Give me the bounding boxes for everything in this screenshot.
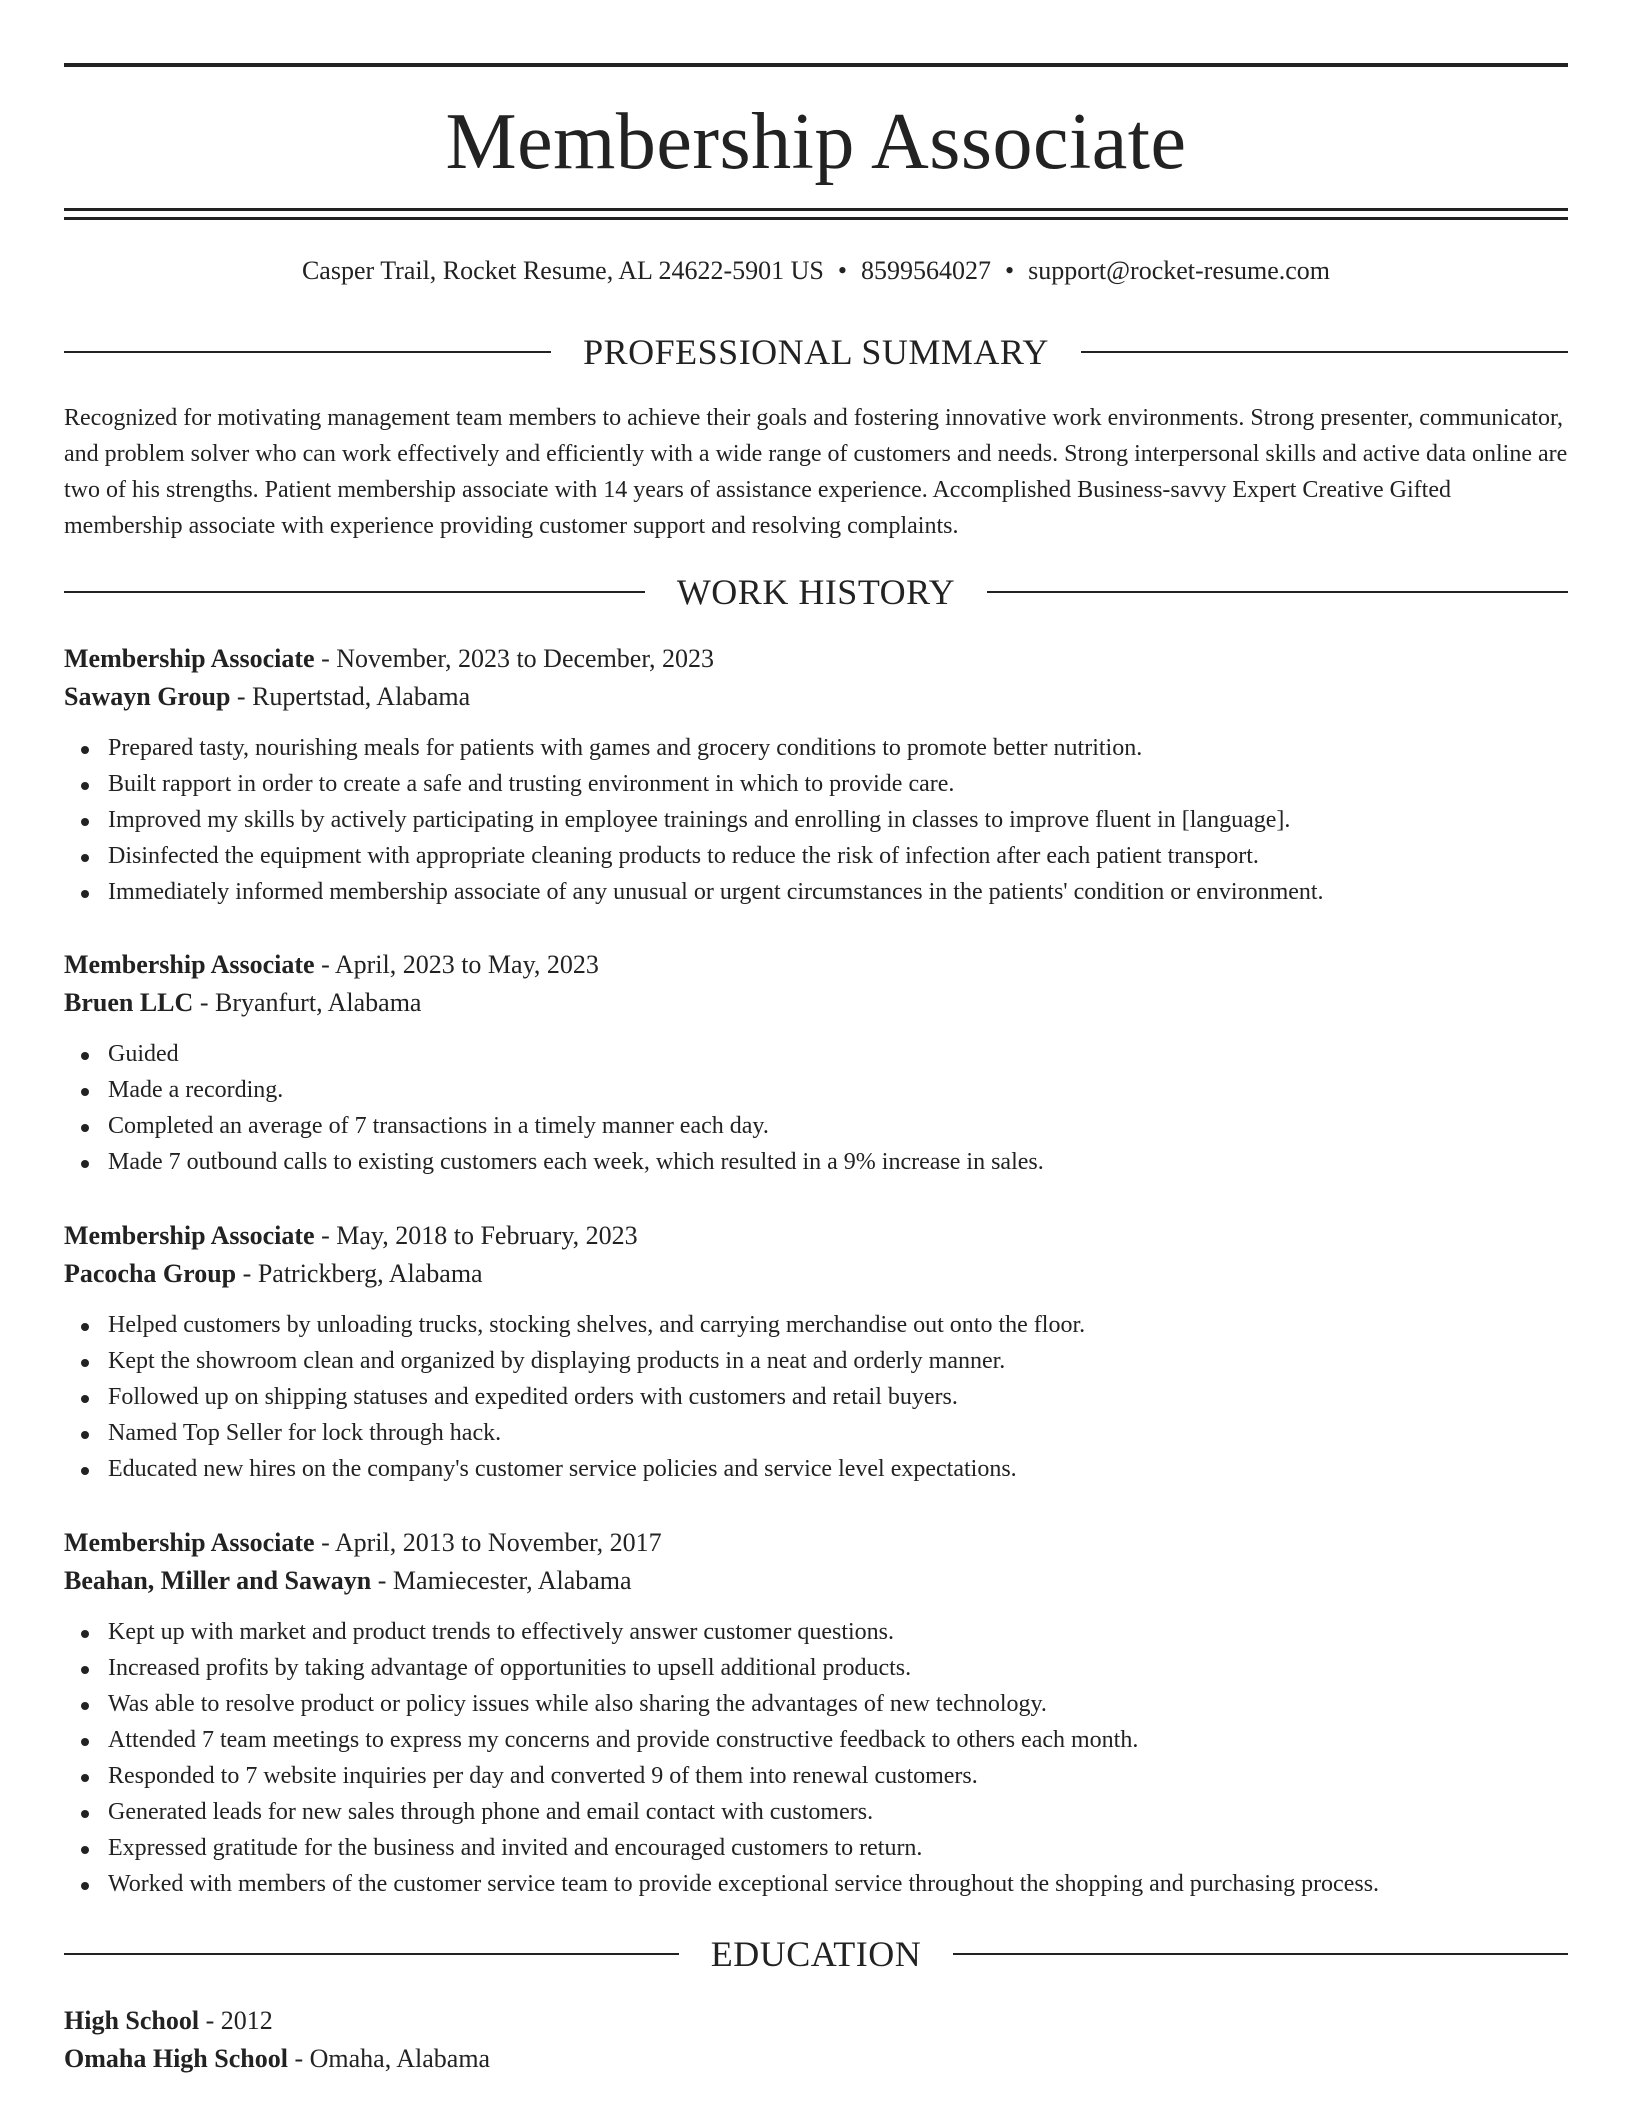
job-bullet: Generated leads for new sales through phone and email contact with customers.	[108, 1794, 1568, 1830]
job-title-line	[64, 1524, 1568, 1562]
job-dates: November, 2023 to December, 2023	[336, 644, 714, 673]
dash: -	[314, 1221, 337, 1250]
summary-section-header	[64, 330, 1568, 374]
dash: -	[314, 1528, 335, 1557]
job-entry	[64, 1217, 1568, 1487]
job-bullet: Kept up with market and product trends to effectively answer customer questions.	[108, 1614, 1568, 1650]
job-bullets	[64, 1036, 1568, 1180]
job-location: Bryanfurt, Alabama	[214, 988, 422, 1017]
contact-phone: 8599564027	[860, 256, 991, 285]
job-title-line	[64, 640, 1568, 678]
job-bullet: Made a recording.	[108, 1072, 1568, 1108]
job-bullets	[64, 1307, 1568, 1487]
job-bullet: Was able to resolve product or policy issues while also sharing the advantages of new technology.	[108, 1686, 1568, 1722]
dash: -	[314, 950, 335, 979]
contact-line	[64, 254, 1568, 288]
education-location: Omaha, Alabama	[309, 2044, 491, 2073]
job-bullets	[64, 1614, 1568, 1902]
dash: -	[236, 1259, 258, 1288]
contact-email: support@rocket-resume.com	[1028, 256, 1331, 285]
contact-address: Casper Trail, Rocket Resume, AL 24622-5901 US	[301, 256, 824, 285]
job-location: Mamiecester, Alabama	[392, 1566, 632, 1595]
job-bullet: Increased profits by taking advantage of opportunities to upsell additional products.	[108, 1650, 1568, 1686]
job-bullet: Worked with members of the customer service team to provide exceptional service throughout the shopping and purchasing process.	[108, 1866, 1568, 1902]
job-company: Beahan, Miller and Sawayn	[64, 1566, 372, 1595]
job-bullet: Expressed gratitude for the business and invited and encouraged customers to return.	[108, 1830, 1568, 1866]
education-entry	[64, 2002, 1568, 2078]
job-bullet: Educated new hires on the company's customer service policies and service level expectations.	[108, 1451, 1568, 1487]
resume-name: Membership Associate	[445, 98, 1187, 186]
contact-separator: •	[1004, 256, 1015, 285]
work-section-header	[64, 570, 1568, 614]
job-bullet: Followed up on shipping statuses and expedited orders with customers and retail buyers.	[108, 1379, 1568, 1415]
dash: -	[199, 2006, 221, 2035]
education-section-header	[64, 1932, 1568, 1976]
job-bullet: Responded to 7 website inquiries per day and converted 9 of them into renewal customers.	[108, 1758, 1568, 1794]
education-year: 2012	[220, 2006, 273, 2035]
job-bullet: Disinfected the equipment with appropriate cleaning products to reduce the risk of infection after each patient transport.	[108, 838, 1568, 874]
dash: -	[193, 988, 215, 1017]
job-company-line	[64, 678, 1568, 716]
header-top-rule	[64, 63, 1568, 67]
job-bullet: Attended 7 team meetings to express my concerns and provide constructive feedback to others each month.	[108, 1722, 1568, 1758]
dash: -	[287, 2044, 310, 2073]
section-rule-right	[1081, 351, 1568, 353]
job-entry	[64, 1524, 1568, 1902]
job-company: Sawayn Group	[64, 682, 231, 711]
job-bullet: Built rapport in order to create a safe and trusting environment in which to provide care.	[108, 766, 1568, 802]
section-rule-right	[987, 591, 1568, 593]
job-dates: May, 2018 to February, 2023	[336, 1221, 638, 1250]
dash: -	[230, 682, 253, 711]
section-rule-right	[953, 1953, 1568, 1955]
header-double-rule	[64, 208, 1568, 220]
section-title: EDUCATION	[710, 1934, 922, 1974]
education-school-line	[64, 2040, 1568, 2078]
dash: -	[314, 644, 337, 673]
job-bullet: Prepared tasty, nourishing meals for patients with games and grocery conditions to promote better nutrition.	[108, 730, 1568, 766]
section-rule-left	[64, 1953, 679, 1955]
job-bullet: Made 7 outbound calls to existing customers each week, which resulted in a 9% increase in sales.	[108, 1144, 1568, 1180]
job-entry	[64, 946, 1568, 1180]
dash: -	[371, 1566, 393, 1595]
job-bullet: Named Top Seller for lock through hack.	[108, 1415, 1568, 1451]
job-role: Membership Associate	[64, 644, 315, 673]
job-location: Patrickberg, Alabama	[257, 1259, 483, 1288]
job-bullet: Improved my skills by actively participating in employee trainings and enrolling in classes to improve fluent in [language].	[108, 802, 1568, 838]
job-company: Pacocha Group	[64, 1259, 237, 1288]
job-dates: April, 2013 to November, 2017	[334, 1528, 662, 1557]
job-role: Membership Associate	[64, 950, 315, 979]
job-bullets	[64, 730, 1568, 910]
job-bullet: Guided	[108, 1036, 1568, 1072]
job-role: Membership Associate	[64, 1221, 315, 1250]
job-title-line	[64, 946, 1568, 984]
job-bullet: Kept the showroom clean and organized by displaying products in a neat and orderly manner.	[108, 1343, 1568, 1379]
job-role: Membership Associate	[64, 1528, 315, 1557]
summary-text: Recognized for motivating management team members to achieve their goals and fostering innovative work environments. Strong presenter, communicator, and problem solver who can work effectively and efficiently with a wide range of customers and needs. Strong interpersonal skills and active data online are two of his strengths. Patient membership associate with 14 years of assistance experience. Accomplished Business-savvy Expert Creative Gifted membership associate with experience providing customer support and resolving complaints.	[64, 405, 1568, 539]
section-title: WORK HISTORY	[676, 572, 956, 612]
job-bullet: Helped customers by unloading trucks, stocking shelves, and carrying merchandise out onto the floor.	[108, 1307, 1568, 1343]
job-dates: April, 2023 to May, 2023	[334, 950, 599, 979]
contact-separator: •	[837, 256, 847, 285]
education-school: Omaha High School	[64, 2044, 288, 2073]
education-degree-line	[64, 2002, 1568, 2040]
job-location: Rupertstad, Alabama	[252, 682, 471, 711]
section-title: PROFESSIONAL SUMMARY	[583, 332, 1049, 372]
job-company: Bruen LLC	[64, 988, 194, 1017]
section-rule-left	[64, 591, 645, 593]
job-company-line	[64, 1255, 1568, 1293]
section-rule-left	[64, 351, 551, 353]
job-title-line	[64, 1217, 1568, 1255]
job-entry	[64, 640, 1568, 910]
education-degree: High School	[64, 2006, 200, 2035]
job-company-line	[64, 984, 1568, 1022]
job-company-line	[64, 1562, 1568, 1600]
job-bullet: Immediately informed membership associate of any unusual or urgent circumstances in the patients' condition or environment.	[108, 874, 1568, 910]
job-bullet: Completed an average of 7 transactions in a timely manner each day.	[108, 1108, 1568, 1144]
